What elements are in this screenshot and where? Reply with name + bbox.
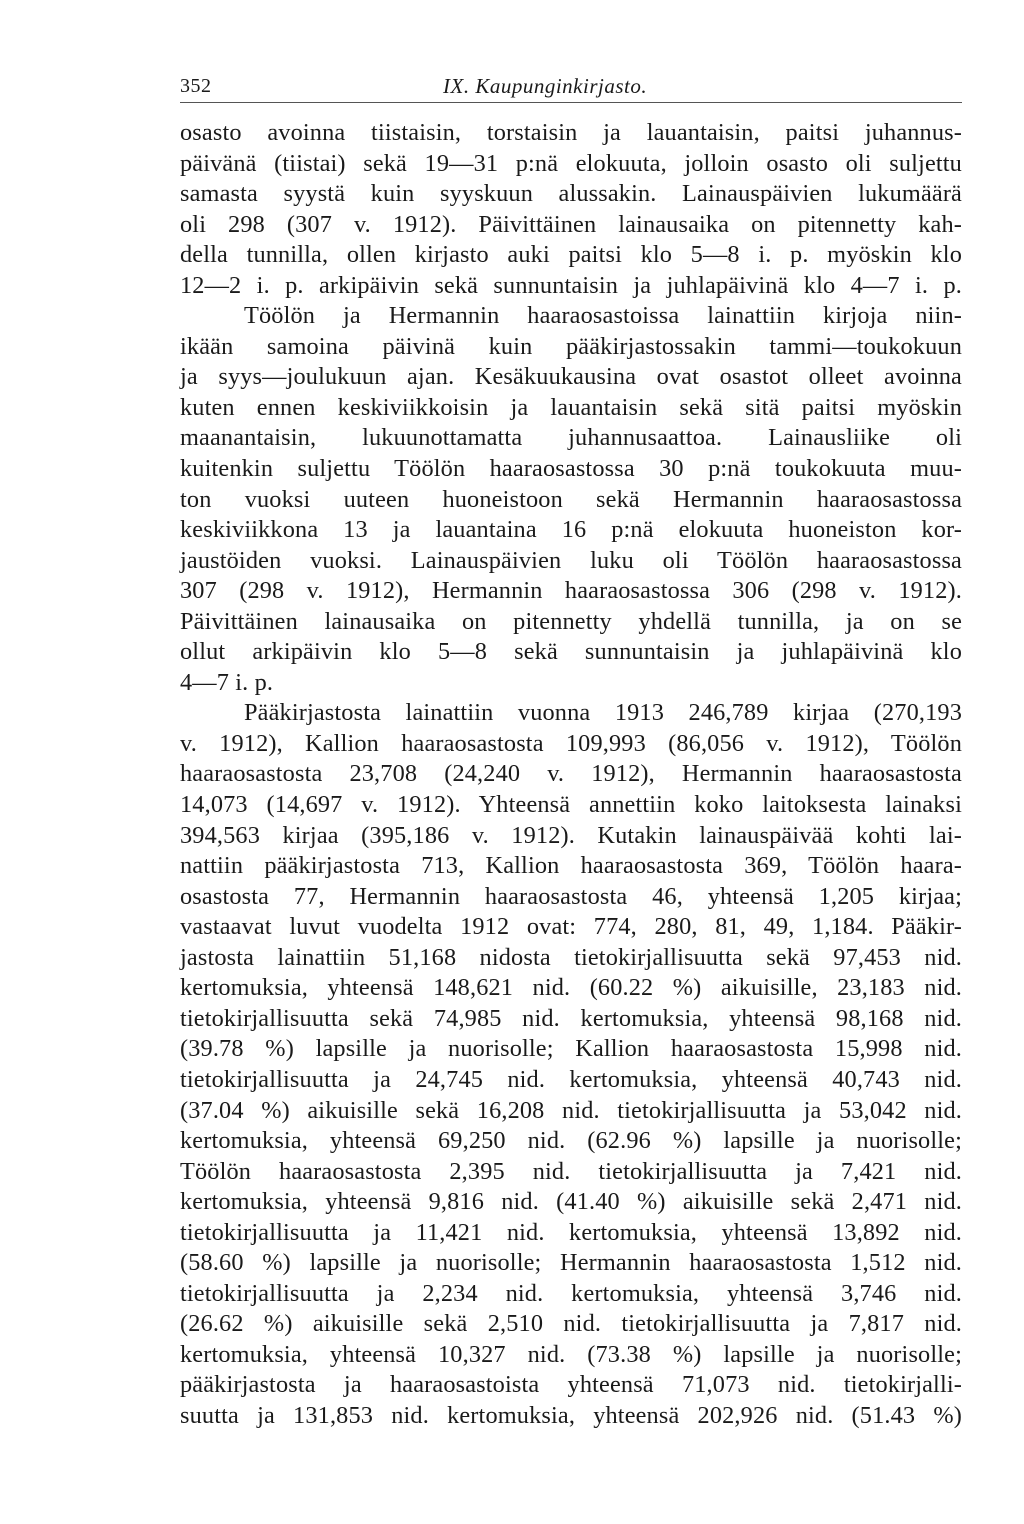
text-line: haaraosastosta 23,708 (24,240 v. 1912), Hermannin haaraosastosta bbox=[180, 760, 962, 788]
text-line: (39.78 %) lapsille ja nuorisolle; Kallion haaraosastosta 15,998 nid. bbox=[180, 1035, 962, 1063]
text-line: Päivittäinen lainausaika on pitennetty yhdellä tunnilla, ja on se bbox=[180, 607, 962, 635]
chapter-title: IX. Kaupunginkirjasto. bbox=[443, 74, 648, 98]
text-line: oli 298 (307 v. 1912). Päivittäinen lainausaika on pitennetty kah- bbox=[180, 210, 962, 238]
text-line: maanantaisin, lukuunottamatta juhannusaattoa. Lainausliike oli bbox=[180, 424, 962, 452]
paragraph-1 bbox=[180, 118, 962, 698]
text-line: kertomuksia, yhteensä 9,816 nid. (41.40 %) aikuisille sekä 2,471 nid. bbox=[180, 1188, 962, 1216]
text-line: keskiviikkona 13 ja lauantaina 16 p:nä elokuuta huoneiston kor- bbox=[180, 516, 962, 544]
text-line: (37.04 %) aikuisille sekä 16,208 nid. tietokirjallisuutta ja 53,042 nid. bbox=[180, 1096, 962, 1124]
text-line: jaustöiden vuoksi. Lainauspäivien luku oli Töölön haaraosastossa bbox=[180, 546, 962, 574]
text-line: tietokirjallisuutta ja 24,745 nid. kertomuksia, yhteensä 40,743 nid. bbox=[180, 1065, 962, 1093]
paragraph-2 bbox=[180, 698, 962, 1431]
text-line: Pääkirjastosta lainattiin vuonna 1913 246,789 kirjaa (270,193 bbox=[244, 699, 962, 727]
running-head bbox=[180, 68, 962, 102]
text-line: suutta ja 131,853 nid. kertomuksia, yhteensä 202,926 nid. (51.43 %) bbox=[180, 1401, 962, 1429]
text-line: kertomuksia, yhteensä 148,621 nid. (60.22 %) aikuisille, 23,183 nid. bbox=[180, 974, 962, 1002]
text-line: 4—7 i. p. bbox=[180, 668, 274, 696]
text-line: nattiin pääkirjastosta 713, Kallion haaraosastosta 369, Töölön haara- bbox=[180, 852, 962, 880]
text-line: Töölön haaraosastosta 2,395 nid. tietokirjallisuutta ja 7,421 nid. bbox=[180, 1157, 962, 1185]
text-line: kertomuksia, yhteensä 69,250 nid. (62.96 %) lapsille ja nuorisolle; bbox=[180, 1127, 962, 1155]
text-line: 14,073 (14,697 v. 1912). Yhteensä annettiin koko laitoksesta lainaksi bbox=[180, 791, 962, 819]
text-line: (26.62 %) aikuisille sekä 2,510 nid. tietokirjallisuutta ja 7,817 nid. bbox=[180, 1310, 962, 1338]
text-line: tietokirjallisuutta ja 2,234 nid. kertomuksia, yhteensä 3,746 nid. bbox=[180, 1279, 962, 1307]
text-line: v. 1912), Kallion haaraosastosta 109,993 (86,056 v. 1912), Töölön bbox=[180, 729, 962, 757]
text-line: Töölön ja Hermannin haaraosastoissa lainattiin kirjoja niin- bbox=[244, 302, 962, 330]
text-line: ja syys—joulukuun ajan. Kesäkuukausina ovat osastot olleet avoinna bbox=[180, 363, 962, 391]
text-line: samasta syystä kuin syyskuun alussakin. Lainauspäivien lukumäärä bbox=[180, 180, 962, 208]
text-line: jastosta lainattiin 51,168 nidosta tietokirjallisuutta sekä 97,453 nid. bbox=[180, 943, 962, 971]
text-line: tietokirjallisuutta sekä 74,985 nid. kertomuksia, yhteensä 98,168 nid. bbox=[180, 1004, 962, 1032]
text-line: tietokirjallisuutta ja 11,421 nid. kertomuksia, yhteensä 13,892 nid. bbox=[180, 1218, 962, 1246]
text-line: della tunnilla, ollen kirjasto auki paitsi klo 5—8 i. p. myöskin klo bbox=[180, 241, 962, 269]
page-number: 352 bbox=[180, 75, 212, 97]
text-line: ollut arkipäivin klo 5—8 sekä sunnuntaisin ja juhlapäivinä klo bbox=[180, 638, 962, 666]
text-line: osasto avoinna tiistaisin, torstaisin ja lauantaisin, paitsi juhannus- bbox=[180, 119, 962, 146]
text-line: 12—2 i. p. arkipäivin sekä sunnuntaisin ja juhlapäivinä klo 4—7 i. p. bbox=[180, 271, 962, 299]
text-line: 394,563 kirjaa (395,186 v. 1912). Kutakin lainauspäivää kohti lai- bbox=[180, 821, 962, 849]
text-line: päivänä (tiistai) sekä 19—31 p:nä elokuuta, jolloin osasto oli suljettu bbox=[180, 149, 962, 177]
body-text bbox=[180, 118, 962, 1432]
text-line: pääkirjastosta ja haaraosastoista yhteensä 71,073 nid. tietokirjalli- bbox=[180, 1371, 962, 1399]
text-line: osastosta 77, Hermannin haaraosastosta 46, yhteensä 1,205 kirjaa; bbox=[180, 882, 962, 910]
text-line: 307 (298 v. 1912), Hermannin haaraosastossa 306 (298 v. 1912). bbox=[180, 577, 962, 605]
text-line: kuten ennen keskiviikkoisin ja lauantaisin sekä sitä paitsi myöskin bbox=[180, 393, 962, 421]
text-line: (58.60 %) lapsille ja nuorisolle; Hermannin haaraosastosta 1,512 nid. bbox=[180, 1249, 962, 1277]
text-line: kuitenkin suljettu Töölön haaraosastossa 30 p:nä toukokuuta muu- bbox=[180, 455, 962, 483]
text-line: vastaavat luvut vuodelta 1912 ovat: 774, 280, 81, 49, 1,184. Pääkir- bbox=[180, 913, 962, 941]
text-line: ton vuoksi uuteen huoneistoon sekä Hermannin haaraosastossa bbox=[180, 485, 962, 513]
text-line: kertomuksia, yhteensä 10,327 nid. (73.38 %) lapsille ja nuorisolle; bbox=[180, 1340, 962, 1368]
text-line: ikään samoina päivinä kuin pääkirjastossakin tammi—toukokuun bbox=[180, 332, 962, 360]
header-rule bbox=[180, 102, 962, 103]
